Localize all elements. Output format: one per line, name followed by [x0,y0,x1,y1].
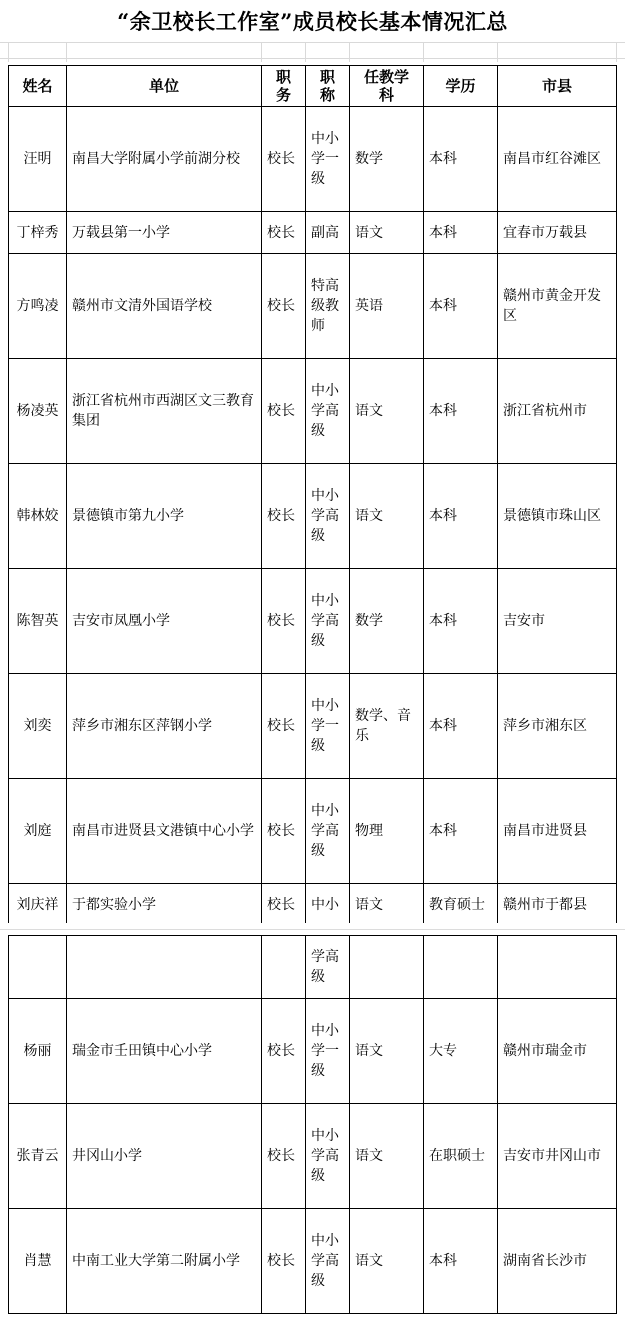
header-name: 姓名 [9,66,67,107]
table-row [9,884,617,926]
cell-subject: 语文 [350,884,424,926]
cell-title: 特高级教师 [306,254,350,359]
header-subject: 任教学科 [350,66,424,107]
cell-city: 萍乡市湘东区 [498,674,617,779]
cell-position: 校长 [262,464,306,569]
table-row [9,464,617,569]
cell-city: 湖南省长沙市 [498,1209,617,1314]
cell-unit: 浙江省杭州市西湖区文三教育集团 [67,359,262,464]
cell-unit: 南昌大学附属小学前湖分校 [67,107,262,212]
cell-name: 张青云 [9,1104,67,1209]
cell-unit: 于都实验小学 [67,884,262,926]
cell-position: 校长 [262,779,306,884]
cell-city: 吉安市 [498,569,617,674]
cell-name: 陈智英 [9,569,67,674]
cell-city [498,936,617,999]
table-row [9,212,617,254]
cell-city: 浙江省杭州市 [498,359,617,464]
members-table-page-2 [8,935,617,1314]
cell-name: 杨凌英 [9,359,67,464]
cell-name [9,936,67,999]
cell-name: 刘庭 [9,779,67,884]
cell-subject: 语文 [350,359,424,464]
table-row [9,674,617,779]
header-title: 职称 [306,66,350,107]
cell-name: 汪明 [9,107,67,212]
cell-education: 本科 [424,359,498,464]
cell-unit: 吉安市凤凰小学 [67,569,262,674]
cell-unit [67,936,262,999]
header-city: 市县 [498,66,617,107]
cell-city: 南昌市红谷滩区 [498,107,617,212]
cell-subject: 数学 [350,107,424,212]
cell-title: 中小学一级 [306,674,350,779]
cell-education [424,936,498,999]
cell-unit: 万载县第一小学 [67,212,262,254]
cell-education: 本科 [424,212,498,254]
header-row [9,66,617,107]
table-row [9,779,617,884]
cell-position: 校长 [262,999,306,1104]
cell-title: 学高级 [306,936,350,999]
cell-title: 副高 [306,212,350,254]
table-row [9,999,617,1104]
cell-subject: 数学 [350,569,424,674]
cell-position: 校长 [262,1209,306,1314]
cell-position [262,936,306,999]
cell-name: 韩林姣 [9,464,67,569]
cell-unit: 中南工业大学第二附属小学 [67,1209,262,1314]
cell-unit: 景德镇市第九小学 [67,464,262,569]
cell-title: 中小学一级 [306,107,350,212]
cell-city: 吉安市井冈山市 [498,1104,617,1209]
cell-position: 校长 [262,569,306,674]
cell-unit: 瑞金市壬田镇中心小学 [67,999,262,1104]
cell-subject [350,936,424,999]
cell-city: 赣州市于都县 [498,884,617,926]
cell-education: 本科 [424,569,498,674]
cell-title: 中小学一级 [306,999,350,1104]
cell-subject: 语文 [350,999,424,1104]
cell-education: 大专 [424,999,498,1104]
cell-subject: 语文 [350,464,424,569]
cell-title: 中小学高级 [306,1104,350,1209]
cell-position: 校长 [262,254,306,359]
cell-education: 本科 [424,254,498,359]
document-title: “余卫校长工作室”成员校长基本情况汇总 [117,9,508,34]
cell-title: 中小学高级 [306,779,350,884]
table-row [9,359,617,464]
cell-city: 南昌市进贤县 [498,779,617,884]
table-row [9,1209,617,1314]
cell-position: 校长 [262,359,306,464]
cell-name: 方鸣凌 [9,254,67,359]
cell-unit: 井冈山小学 [67,1104,262,1209]
cell-city: 赣州市瑞金市 [498,999,617,1104]
cell-education: 本科 [424,464,498,569]
cell-name: 丁梓秀 [9,212,67,254]
cell-city: 宜春市万载县 [498,212,617,254]
cell-subject: 语文 [350,1209,424,1314]
cell-education: 本科 [424,674,498,779]
cell-education: 教育硕士 [424,884,498,926]
page-break-line [0,929,625,930]
cell-position: 校长 [262,107,306,212]
cell-subject: 语文 [350,1104,424,1209]
cell-name: 肖慧 [9,1209,67,1314]
cell-position: 校长 [262,884,306,926]
cell-subject: 英语 [350,254,424,359]
cell-unit: 南昌市进贤县文港镇中心小学 [67,779,262,884]
header-education: 学历 [424,66,498,107]
table-row [9,1104,617,1209]
cell-unit: 萍乡市湘东区萍钢小学 [67,674,262,779]
table-row [9,107,617,212]
cell-title: 中小学高级 [306,359,350,464]
cell-unit: 赣州市文清外国语学校 [67,254,262,359]
cell-city: 景德镇市珠山区 [498,464,617,569]
cell-subject: 物理 [350,779,424,884]
cell-name: 刘庆祥 [9,884,67,926]
table-row [9,936,617,999]
cell-title: 中小学高级 [306,1209,350,1314]
cell-education: 在职硕士 [424,1104,498,1209]
cell-name: 杨丽 [9,999,67,1104]
members-table-page-1 [8,65,617,926]
cell-subject: 语文 [350,212,424,254]
header-unit: 单位 [67,66,262,107]
cell-education: 本科 [424,779,498,884]
cell-position: 校长 [262,1104,306,1209]
header-position: 职务 [262,66,306,107]
cell-education: 本科 [424,1209,498,1314]
cell-city: 赣州市黄金开发区 [498,254,617,359]
cell-position: 校长 [262,212,306,254]
cell-title: 中小学高级 [306,464,350,569]
table-row [9,569,617,674]
cell-name: 刘奕 [9,674,67,779]
table-row [9,254,617,359]
cell-education: 本科 [424,107,498,212]
cell-position: 校长 [262,674,306,779]
cell-subject: 数学、音乐 [350,674,424,779]
cell-title: 中小学高级 [306,569,350,674]
cell-title: 中小 [306,884,350,926]
